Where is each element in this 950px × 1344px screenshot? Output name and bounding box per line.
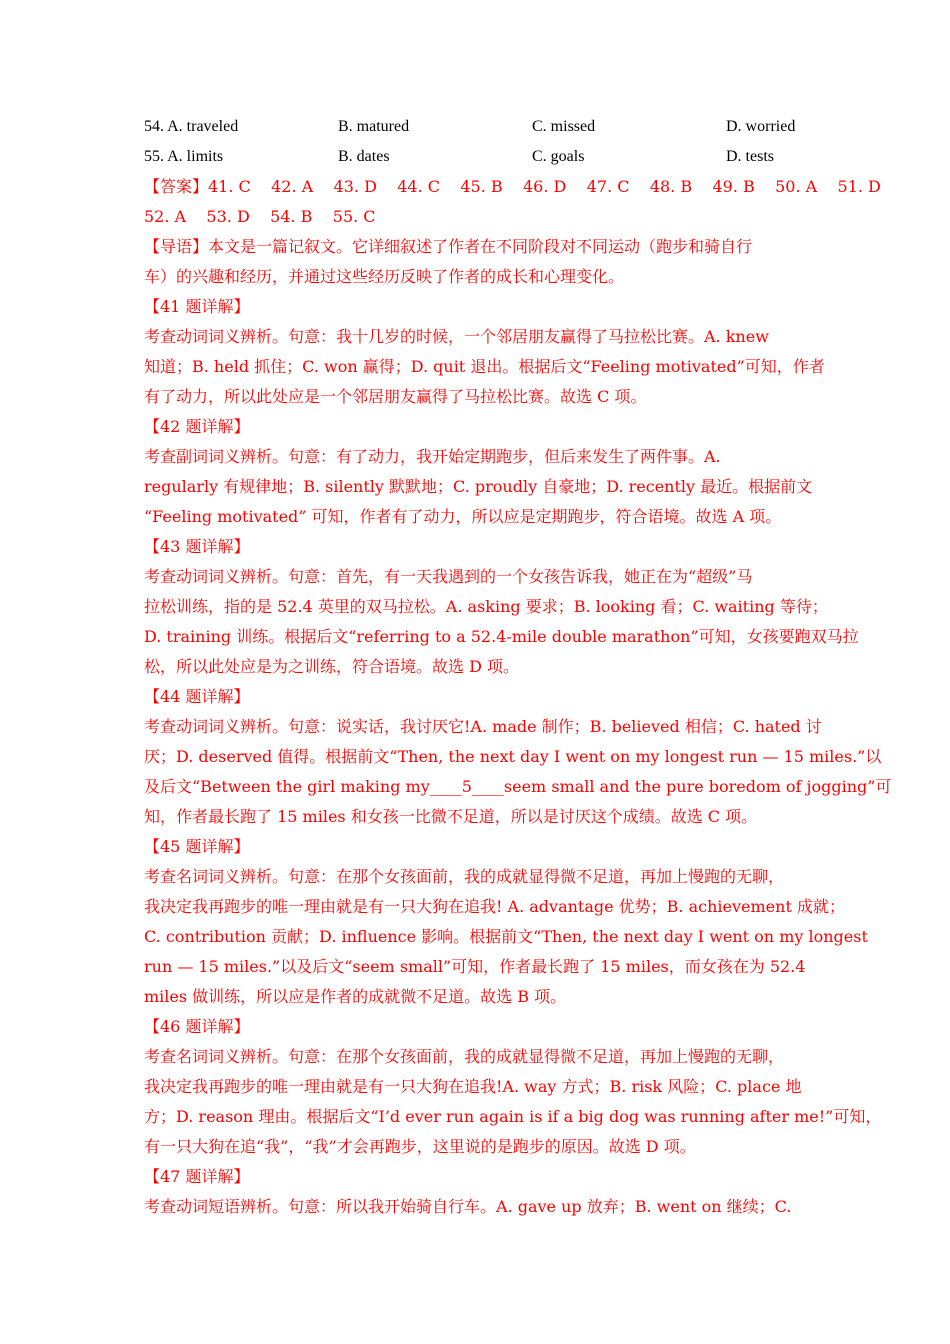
explanation-line: 拉松训练，指的是 52.4 英里的双马拉松。A. asking 要求；B. looking 看；C. waiting 等待； [144,597,828,616]
explanation-line: 考查副词词义辨析。句意：有了动力，我开始定期跑步，但后来发生了两件事。A. [144,447,721,466]
explanation-sections [144,292,892,1222]
guide-line-1: 【导语】本文是一篇记叙文。它详细叙述了作者在不同阶段对不同运动（跑步和骑自行 [144,237,753,256]
option-55-d: D. tests [726,148,774,165]
explanation-line: 我决定我再跑步的唯一理由就是有一只大狗在追我! A. advantage 优势；B. achievement 成就； [144,897,845,916]
section-heading: 【42 题详解】 [144,417,250,436]
option-55-a: 55. A. limits [144,148,224,165]
option-54-a: 54. A. traveled [144,118,239,135]
question-55-options [144,142,816,172]
explanation-line: 知，作者最长跑了 15 miles 和女孩一比微不足道，所以是讨厌这个成绩。故选 C 项。 [144,807,758,826]
option-55-c: C. goals [532,148,585,165]
option-54-d: D. worried [726,118,796,135]
answer-key-content [144,112,892,1222]
option-54-c: C. missed [532,118,596,135]
explanation-line: 有了动力，所以此处应是一个邻居朋友赢得了马拉松比赛。故选 C 项。 [144,387,647,406]
explanation-line: 方；D. reason 理由。根据后文“I’d ever run again is if a big dog was running after me!”可知， [144,1107,882,1126]
explanation-line: regularly 有规律地；B. silently 默默地；C. proudly 自豪地；D. recently 最近。根据前文 [144,477,813,496]
explanation-line: 及后文“Between the girl making my____5____seem small and the pure boredom of jogging”可 [144,777,892,796]
option-54-b: B. matured [338,118,410,135]
answer-line-2: 52. A 53. D 54. B 55. C [144,207,376,226]
section-heading: 【45 题详解】 [144,837,250,856]
explanation-line: 考查名词词义辨析。句意：在那个女孩面前，我的成就显得微不足道，再加上慢跑的无聊， [144,1047,785,1066]
explanation-line: C. contribution 贡献；D. influence 影响。根据前文“Then, the next day I went on my longest [144,927,868,946]
section-heading: 【43 题详解】 [144,537,250,556]
explanation-line: 松，所以此处应是为之训练，符合语境。故选 D 项。 [144,657,520,676]
answer-line-1: 【答案】41. C 42. A 43. D 44. C 45. B 46. D 47. C 48. B 49. B 50. A 51. D [144,177,881,196]
guide-line-2: 车）的兴趣和经历，并通过这些经历反映了作者的成长和心理变化。 [144,267,625,286]
explanation-line: “Feeling motivated” 可知，作者有了动力，所以应是定期跑步，符合语境。故选 A 项。 [144,507,782,526]
explanation-line: 考查动词词义辨析。句意：说实话，我讨厌它!A. made 制作；B. believed 相信；C. hated 讨 [144,717,822,736]
explanation-line: miles 做训练，所以应是作者的成就微不足道。故选 B 项。 [144,987,567,1006]
section-heading: 【46 题详解】 [144,1017,250,1036]
explanation-line: 考查动词短语辨析。句意：所以我开始骑自行车。A. gave up 放弃；B. went on 继续；C. [144,1197,792,1216]
option-55-b: B. dates [338,148,390,165]
explanation-line: 我决定我再跑步的唯一理由就是有一只大狗在追我!A. way 方式；B. risk 风险；C. place 地 [144,1077,802,1096]
explanation-line: 考查名词词义辨析。句意：在那个女孩面前，我的成就显得微不足道，再加上慢跑的无聊， [144,867,785,886]
explanation-line: 有一只大狗在追“我”，“我”才会再跑步，这里说的是跑步的原因。故选 D 项。 [144,1137,696,1156]
section-heading: 【47 题详解】 [144,1167,250,1186]
explanation-line: run — 15 miles.”以及后文“seem small”可知，作者最长跑了 15 miles，而女孩在为 52.4 [144,957,806,976]
explanation-line: 厌；D. deserved 值得。根据前文“Then, the next day I went on my longest run — 15 miles.”以 [144,747,882,766]
explanation-line: 考查动词词义辨析。句意：首先，有一天我遇到的一个女孩告诉我，她正在为“超级”马 [144,567,753,586]
explanation-line: D. training 训练。根据后文“referring to a 52.4-mile double marathon”可知，女孩要跑双马拉 [144,627,859,646]
section-heading: 【44 题详解】 [144,687,250,706]
explanation-line: 考查动词词义辨析。句意：我十几岁的时候，一个邻居朋友赢得了马拉松比赛。A. knew [144,327,769,346]
section-heading: 【41 题详解】 [144,297,250,316]
explanation-line: 知道；B. held 抓住；C. won 赢得；D. quit 退出。根据后文“Feeling motivated”可知，作者 [144,357,825,376]
question-54-options [144,112,816,142]
